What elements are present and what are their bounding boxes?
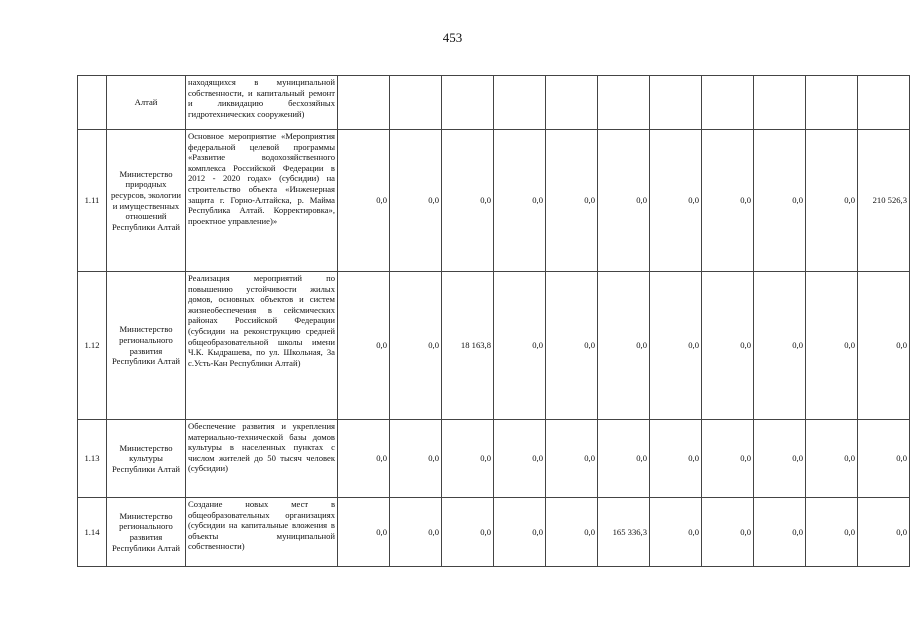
ministry-cell: Министерство регионального развития Республики Алтай [107, 272, 186, 420]
value-cell: 0,0 [806, 272, 858, 420]
row-number-cell: 1.11 [78, 130, 107, 272]
value-cell: 0,0 [442, 420, 494, 498]
description-cell: Основное мероприятие «Мероприятия федеральной целевой программы «Развитие водохозяйственного комплекса Российской Федерации в 2012 - 2020 годах» (субсидии) на строительство объекта «Инженерная защита г. Горно-Алтайска, р. Майма Республика Алтай. Корректировка», проектное управление)» [186, 130, 338, 272]
value-cell: 18 163,8 [442, 272, 494, 420]
value-cell [598, 76, 650, 130]
row-number-cell [78, 76, 107, 130]
value-cell: 0,0 [494, 420, 546, 498]
ministry-cell: Министерство регионального развития Республики Алтай [107, 498, 186, 567]
value-cell: 0,0 [650, 130, 702, 272]
value-cell: 0,0 [338, 130, 390, 272]
value-cell [650, 76, 702, 130]
value-cell: 165 336,3 [598, 498, 650, 567]
value-cell: 0,0 [546, 420, 598, 498]
value-cell: 0,0 [702, 272, 754, 420]
value-cell: 0,0 [546, 130, 598, 272]
value-cell [806, 76, 858, 130]
value-cell: 0,0 [702, 498, 754, 567]
value-cell: 0,0 [650, 420, 702, 498]
value-cell: 210 526,3 [858, 130, 910, 272]
description-cell: находящихся в муниципальной собственности, и капитальный ремонт и ликвидацию бесхозяйных гидротехнических сооружений) [186, 76, 338, 130]
value-cell: 0,0 [702, 420, 754, 498]
value-cell: 0,0 [442, 130, 494, 272]
row-number-cell: 1.13 [78, 420, 107, 498]
ministry-cell: Министерство культуры Республики Алтай [107, 420, 186, 498]
table-row [78, 498, 910, 567]
value-cell: 0,0 [858, 498, 910, 567]
value-cell: 0,0 [806, 498, 858, 567]
table-row [78, 76, 910, 130]
value-cell: 0,0 [598, 130, 650, 272]
value-cell: 0,0 [754, 420, 806, 498]
value-cell: 0,0 [598, 420, 650, 498]
value-cell: 0,0 [702, 130, 754, 272]
value-cell: 0,0 [390, 272, 442, 420]
value-cell: 0,0 [494, 498, 546, 567]
description-cell: Реализация мероприятий по повышению устойчивости жилых домов, основных объектов и систем жизнеобеспечения в сейсмических районах Российской Федерации (субсидии на реконструкцию средней общеобразовательной школы имени Ч.К. Кыдрашева, по ул. Школьная, 3а с.Усть-Кан Республики Алтай) [186, 272, 338, 420]
budget-table [77, 75, 910, 567]
value-cell: 0,0 [806, 420, 858, 498]
value-cell: 0,0 [858, 420, 910, 498]
value-cell: 0,0 [494, 272, 546, 420]
ministry-cell: Алтай [107, 76, 186, 130]
page-number: 453 [442, 30, 463, 45]
value-cell: 0,0 [650, 272, 702, 420]
ministry-cell: Министерство природных ресурсов, экологии и имущественных отношений Республики Алтай [107, 130, 186, 272]
value-cell: 0,0 [390, 130, 442, 272]
value-cell: 0,0 [754, 498, 806, 567]
value-cell: 0,0 [338, 420, 390, 498]
value-cell: 0,0 [754, 130, 806, 272]
value-cell: 0,0 [650, 498, 702, 567]
value-cell: 0,0 [806, 130, 858, 272]
value-cell [494, 76, 546, 130]
value-cell: 0,0 [338, 498, 390, 567]
value-cell: 0,0 [338, 272, 390, 420]
value-cell [702, 76, 754, 130]
value-cell: 0,0 [858, 272, 910, 420]
description-cell: Обеспечение развития и укрепления материально-технической базы домов культуры в населенных пунктах с числом жителей до 50 тысяч человек (субсидии) [186, 420, 338, 498]
value-cell [858, 76, 910, 130]
table-row [78, 420, 910, 498]
value-cell [390, 76, 442, 130]
row-number-cell: 1.12 [78, 272, 107, 420]
table-row [78, 130, 910, 272]
value-cell: 0,0 [390, 420, 442, 498]
value-cell [754, 76, 806, 130]
value-cell: 0,0 [494, 130, 546, 272]
value-cell: 0,0 [754, 272, 806, 420]
value-cell [442, 76, 494, 130]
description-cell: Создание новых мест в общеобразовательных организациях (субсидии на капитальные вложения в объекты муниципальной собственности) [186, 498, 338, 567]
value-cell: 0,0 [546, 498, 598, 567]
value-cell: 0,0 [442, 498, 494, 567]
value-cell [546, 76, 598, 130]
value-cell: 0,0 [598, 272, 650, 420]
row-number-cell: 1.14 [78, 498, 107, 567]
value-cell: 0,0 [390, 498, 442, 567]
value-cell: 0,0 [546, 272, 598, 420]
value-cell [338, 76, 390, 130]
table-row [78, 272, 910, 420]
